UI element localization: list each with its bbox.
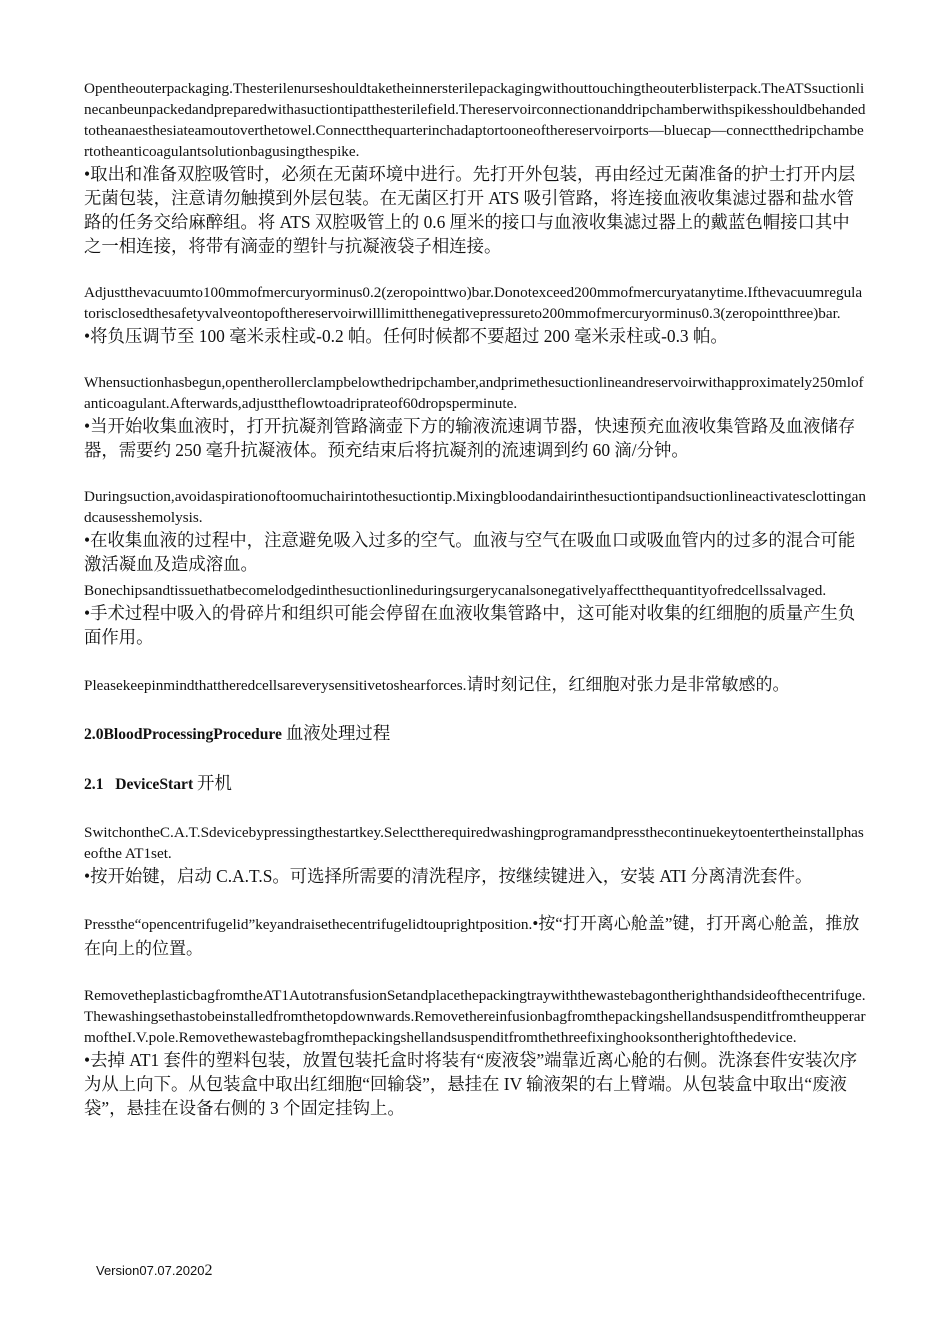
note-chinese: 请时刻记住，红细胞对张力是非常敏感的。 bbox=[466, 675, 790, 694]
paragraph-7 bbox=[84, 912, 866, 961]
paragraph-6 bbox=[84, 822, 866, 888]
chinese-text: •手术过程中吸入的骨碎片和组织可能会停留在血液收集管路中，这可能对收集的红细胞的质量产生负面作用。 bbox=[84, 603, 856, 647]
note-english: Pleasekeepinmindthattheredcellsareverysensitivetoshearforces. bbox=[84, 677, 467, 694]
chinese-text: •按开始键，启动 C.A.T.S。可选择所需要的清洗程序，按继续键进入，安装 ATI 分离清洗套件。 bbox=[84, 866, 813, 886]
english-text: Adjustthevacuumto100mmofmercuryorminus0.2(zeropointtwo)bar.Donotexceed200mmofmercuryatanytime.Ifthevacuumregulatorisclosedthesafetyvalveontopofthereservoirwilllimitthenegativepressureto200mmofmercuryorminus0.3(zeropointthree)bar. bbox=[84, 284, 863, 322]
document-page bbox=[84, 78, 866, 1144]
chinese-text: •在收集血液的过程中，注意避免吸入过多的空气。血液与空气在吸血口或吸血管内的过多的混合可能激活凝血及造成溶血。 bbox=[84, 530, 856, 574]
subsection-heading-zh: 开机 bbox=[197, 773, 232, 793]
paragraph-1 bbox=[84, 78, 866, 258]
subsection-heading-en: DeviceStart bbox=[115, 776, 194, 793]
english-text: Opentheouterpackaging.Thesterilenurseshouldtaketheinnersterilepackagingwithouttouchingtheouterblisterpack.TheATSsuctionlinecanbeunpackedandpreparedwithasuctiontipatthesterilefield.Thereservoirconnectionanddripchamberwithspikesshouldbehandedtotheanaesthesiateamoutoverthetowel.Connectthequarterinchadaptortooneofthereservoirports—bluecap—connectthedripchambertotheanticoagulantsolutionbagusingthespike. bbox=[84, 80, 866, 160]
english-text: Bonechipsandtissuethatbecomelodgedinthesuctionlineduringsurgerycanalsonegativelyaffectthequantityofredcellssalvaged. bbox=[84, 582, 827, 599]
paragraph-2 bbox=[84, 282, 866, 348]
paragraph-5 bbox=[84, 580, 866, 649]
note-paragraph bbox=[84, 673, 866, 698]
subsection-heading bbox=[84, 772, 866, 796]
footer bbox=[96, 1262, 212, 1280]
version-label: Version07.07.2020 bbox=[96, 1263, 205, 1278]
paragraph-8 bbox=[84, 985, 866, 1120]
subsection-number: 2.1 bbox=[84, 776, 104, 793]
chinese-text: •当开始收集血液时，打开抗凝剂管路滴壶下方的输液流速调节器，快速预充血液收集管路及血液储存器，需要约 250 毫升抗凝液体。预充结束后将抗凝剂的流速调到约 60 滴/分钟。 bbox=[84, 416, 856, 460]
page-number: 2 bbox=[204, 1262, 213, 1279]
english-text: Pressthe“opencentrifugelid”keyandraisethecentrifugelidtouprightposition. bbox=[84, 916, 533, 933]
english-text: Whensuctionhasbegun,opentherollerclampbelowthedripchamber,andprimethesuctionlineandreservoirwithapproximately250mlofanticoagulant.Afterwards,adjusttheflowtoadriprateof60dropsperminute. bbox=[84, 374, 864, 412]
paragraph-4 bbox=[84, 486, 866, 576]
chinese-text: •将负压调节至 100 毫米汞柱或-0.2 帕。任何时候都不要超过 200 毫米汞柱或-0.3 帕。 bbox=[84, 326, 728, 346]
section-heading-en: 2.0BloodProcessingProcedure bbox=[84, 726, 282, 743]
paragraph-3 bbox=[84, 372, 866, 462]
section-heading bbox=[84, 722, 866, 746]
section-heading-zh: 血液处理过程 bbox=[285, 723, 391, 743]
chinese-text: •取出和准备双腔吸管时，必须在无菌环境中进行。先打开外包装，再由经过无菌准备的护士打开内层无菌包装，注意请勿触摸到外层包装。在无菌区打开 ATS 吸引管路，将连接血液收集滤过器和盐水管路的任务交给麻醉组。将 ATS 双腔吸管上的 0.6 厘米的接口与血液收集滤过器上的戴蓝色帽接口其中之一相连接，将带有滴壶的塑针与抗凝液袋子相连接。 bbox=[84, 164, 856, 256]
english-text: SwitchontheC.A.T.Sdevicebypressingthestartkey.Selecttherequiredwashingprogramandpressthecontinuekeytoentertheinstallphaseofthe AT1set. bbox=[84, 824, 864, 862]
english-text: Duringsuction,avoidaspirationoftoomuchairintothesuctiontip.Mixingbloodandairinthesuctiontipandsuctionlineactivatesclottingandcausesshemolysis. bbox=[84, 488, 867, 526]
chinese-text: •按“打开离心舱盖”键，打开离心舱盖，推放在向上的位置。 bbox=[84, 914, 860, 958]
chinese-text: •去掉 AT1 套件的塑料包装，放置包装托盒时将装有“废液袋”端靠近离心舱的右侧。洗涤套件安装次序为从上向下。从包装盒中取出红细胞“回输袋”，悬挂在 IV 输液架的右上臂端。从包装盒中取出“废液袋”，悬挂在设备右侧的 3 个固定挂钩上。 bbox=[84, 1050, 858, 1118]
english-text: RemovetheplasticbagfromtheAT1AutotransfusionSetandplacethepackingtraywiththewastebagontherighthandsideofthecentrifuge.Thewashingsethastobeinstalledfromthetopdownwards.RemovethereinfusionbagfromthepackingshellandsuspenditfromtheupperarmoftheI.V.pole.Removethewastebagfromthepackingshellandsuspenditfromthethreefixinghooksontherightofthedevice. bbox=[84, 987, 866, 1046]
